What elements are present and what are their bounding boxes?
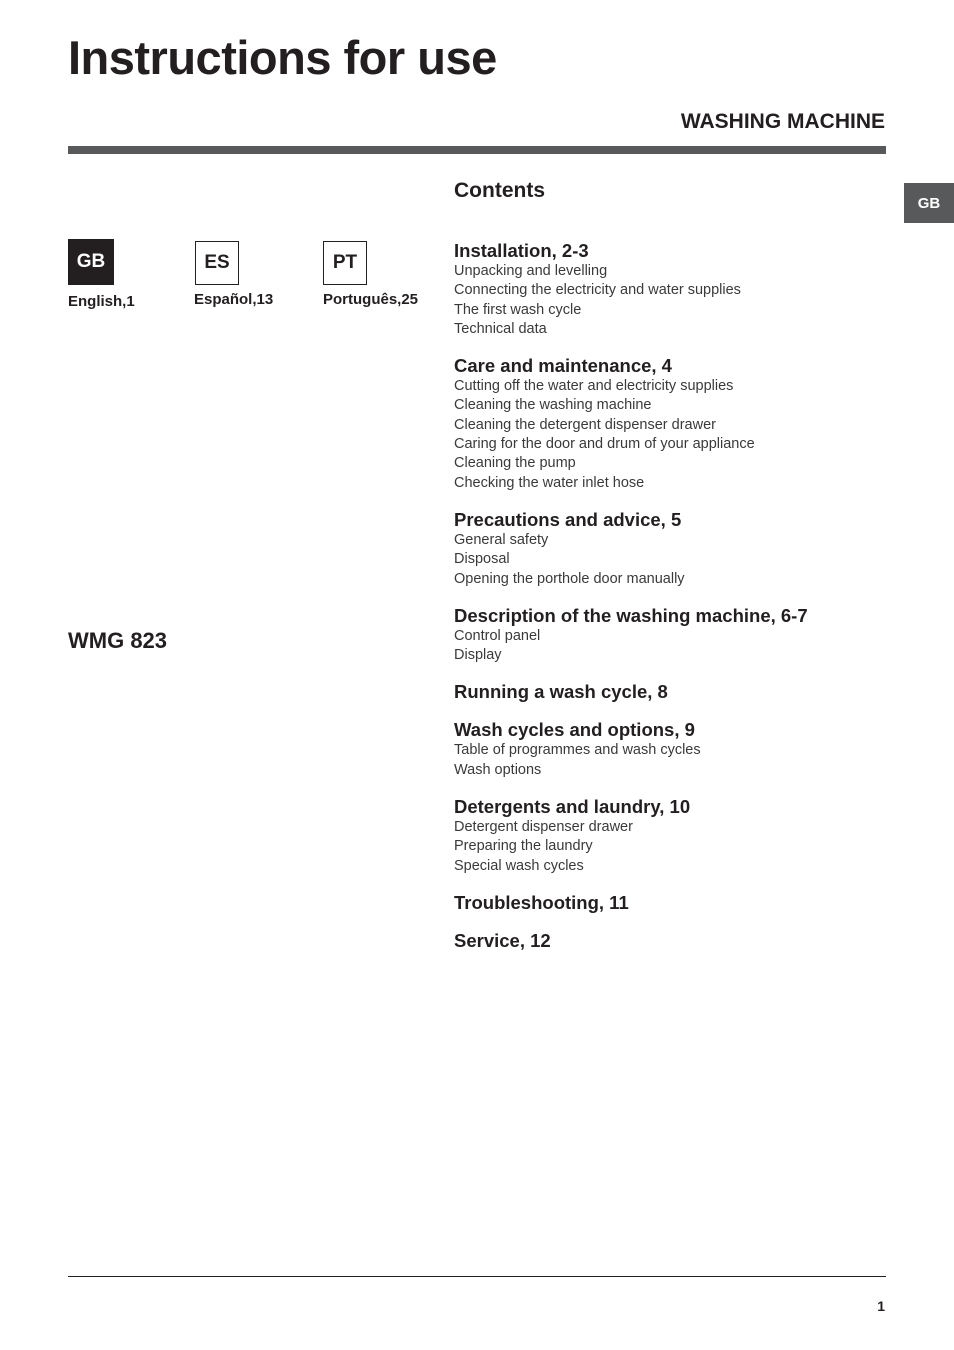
toc-item[interactable]: Disposal bbox=[454, 551, 510, 568]
toc-item-list bbox=[454, 262, 884, 339]
toc-section-title[interactable]: Detergents and laundry, 10 bbox=[454, 796, 691, 818]
toc-section bbox=[454, 355, 884, 493]
header-divider bbox=[68, 146, 886, 154]
language-label: English,1 bbox=[68, 293, 135, 310]
toc-section-title[interactable]: Troubleshooting, 11 bbox=[454, 891, 629, 913]
toc-item-list bbox=[454, 627, 884, 666]
toc-section-title[interactable]: Wash cycles and options, 9 bbox=[454, 719, 695, 741]
language-code-box: PT bbox=[323, 241, 367, 285]
contents-heading: Contents bbox=[454, 179, 545, 202]
language-label: Português,25 bbox=[323, 291, 419, 308]
toc-item[interactable]: Checking the water inlet hose bbox=[454, 474, 645, 491]
toc-section-title[interactable]: Description of the washing machine, 6-7 bbox=[454, 604, 808, 626]
toc-section-title[interactable]: Service, 12 bbox=[454, 929, 551, 951]
toc-item-list bbox=[454, 741, 884, 780]
page-title: Instructions for use bbox=[68, 31, 497, 84]
model-name: WMG 823 bbox=[68, 628, 168, 653]
toc-item[interactable]: Display bbox=[454, 647, 502, 664]
toc-item[interactable]: Technical data bbox=[454, 320, 547, 337]
toc-section bbox=[454, 681, 884, 703]
language-gb[interactable] bbox=[68, 239, 135, 310]
document-subtitle: WASHING MACHINE bbox=[680, 110, 885, 133]
toc-section-title[interactable]: Care and maintenance, 4 bbox=[454, 355, 672, 377]
toc-item[interactable]: Connecting the electricity and water supplies bbox=[454, 282, 741, 299]
page-number: 1 bbox=[877, 1298, 885, 1314]
toc-item-list bbox=[454, 377, 884, 493]
toc-section bbox=[454, 605, 884, 666]
toc-section-title[interactable]: Precautions and advice, 5 bbox=[454, 508, 682, 530]
toc-item[interactable]: Wash options bbox=[454, 761, 542, 778]
language-side-tab: GB bbox=[904, 183, 954, 223]
toc-section bbox=[454, 509, 884, 589]
language-label: Español,13 bbox=[194, 291, 274, 308]
toc-item[interactable]: Cutting off the water and electricity supplies bbox=[454, 378, 734, 395]
toc-section-title[interactable]: Installation, 2-3 bbox=[454, 240, 589, 261]
language-code-box: ES bbox=[195, 241, 239, 285]
toc-section bbox=[454, 719, 884, 780]
toc-item[interactable]: The first wash cycle bbox=[454, 301, 582, 318]
toc-item[interactable]: Special wash cycles bbox=[454, 857, 584, 874]
toc-item-list bbox=[454, 531, 884, 589]
toc-section bbox=[454, 892, 884, 914]
toc-item[interactable]: General safety bbox=[454, 531, 549, 548]
toc-section bbox=[454, 796, 884, 876]
language-pt[interactable] bbox=[323, 241, 418, 308]
toc-item[interactable]: Caring for the door and drum of your appliance bbox=[454, 436, 755, 453]
toc-item[interactable]: Control panel bbox=[454, 627, 541, 644]
language-code-box: GB bbox=[68, 239, 114, 285]
toc-section bbox=[454, 240, 884, 339]
toc-section bbox=[454, 930, 884, 952]
toc-section-title[interactable]: Running a wash cycle, 8 bbox=[454, 681, 668, 703]
toc-item[interactable]: Detergent dispenser drawer bbox=[454, 819, 633, 836]
toc-item[interactable]: Cleaning the washing machine bbox=[454, 397, 652, 414]
language-es[interactable] bbox=[195, 241, 273, 308]
toc-item[interactable]: Unpacking and levelling bbox=[454, 263, 608, 279]
toc-item[interactable]: Table of programmes and wash cycles bbox=[454, 742, 701, 759]
table-of-contents bbox=[454, 240, 884, 968]
footer-divider bbox=[68, 1276, 886, 1277]
toc-item[interactable]: Cleaning the pump bbox=[454, 455, 576, 472]
toc-item[interactable]: Cleaning the detergent dispenser drawer bbox=[454, 416, 716, 433]
toc-item-list bbox=[454, 818, 884, 876]
toc-item[interactable]: Preparing the laundry bbox=[454, 838, 593, 855]
toc-item[interactable]: Opening the porthole door manually bbox=[454, 570, 685, 587]
